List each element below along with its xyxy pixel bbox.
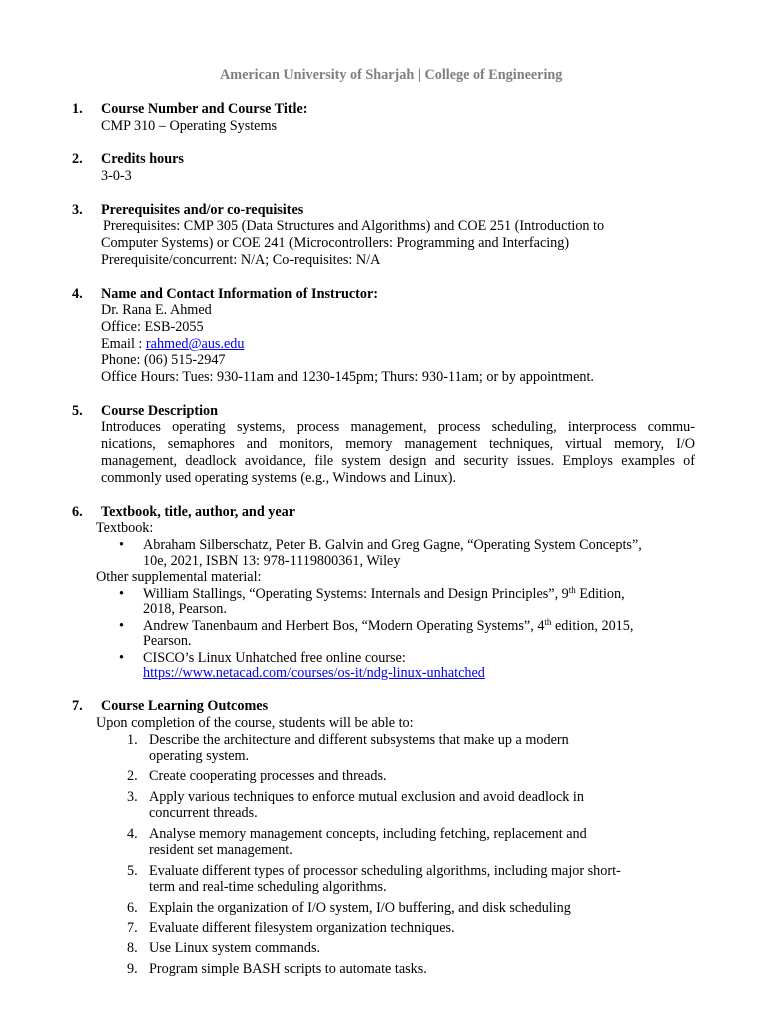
- outcome-text: Create cooperating processes and threads.: [149, 768, 387, 784]
- section-heading: Textbook, title, author, and year: [101, 504, 296, 520]
- entry-text: edition, 2015,: [551, 618, 634, 634]
- entry-text: Andrew Tanenbaum and Herbert Bos, “Modern Operating Systems”, 4: [143, 618, 545, 634]
- outcome-number: 9.: [127, 961, 138, 977]
- email-label: Email :: [101, 336, 146, 352]
- prerequisites-line: Computer Systems) or COE 241 (Microcontrollers: Programming and Interfacing): [101, 235, 570, 251]
- instructor-office: Office: ESB-2055: [101, 319, 204, 335]
- superscript: th: [544, 617, 552, 627]
- outcome-text: operating system.: [149, 748, 250, 764]
- outcome-text: term and real-time scheduling algorithms.: [149, 879, 387, 895]
- supplemental-entry: CISCO’s Linux Unhatched free online course:: [143, 650, 406, 666]
- outcomes-intro: Upon completion of the course, students will be able to:: [96, 715, 414, 731]
- bullet-icon: •: [119, 586, 124, 602]
- section-number: 4.: [72, 286, 83, 302]
- section-number: 3.: [72, 202, 83, 218]
- outcome-text: Describe the architecture and different subsystems that make up a modern: [149, 732, 569, 748]
- description-line: management, deadlock avoidance, file system design and security issues. Employs examples of: [101, 453, 695, 469]
- outcome-number: 2.: [127, 768, 138, 784]
- outcome-text: Apply various techniques to enforce mutual exclusion and avoid deadlock in: [149, 789, 584, 805]
- section-number: 6.: [72, 504, 83, 520]
- section-number: 5.: [72, 403, 83, 419]
- supplemental-entry: Pearson.: [143, 633, 192, 649]
- section-number: 1.: [72, 101, 83, 117]
- instructor-email-row: [101, 336, 244, 353]
- outcome-text: resident set management.: [149, 842, 293, 858]
- textbook-label: Textbook:: [96, 520, 154, 536]
- textbook-entry: Abraham Silberschatz, Peter B. Galvin and Greg Gagne, “Operating System Concepts”,: [143, 537, 642, 553]
- supplemental-entry: 2018, Pearson.: [143, 601, 227, 617]
- section-heading: Name and Contact Information of Instructor:: [101, 286, 379, 302]
- instructor-name: Dr. Rana E. Ahmed: [101, 302, 212, 318]
- prerequisites-line: Prerequisites: CMP 305 (Data Structures and Algorithms) and COE 251 (Introduction to: [103, 218, 605, 234]
- bullet-icon: •: [119, 537, 124, 553]
- outcome-text: Evaluate different filesystem organization techniques.: [149, 920, 455, 936]
- section-heading: Credits hours: [101, 151, 184, 167]
- superscript: th: [568, 585, 576, 595]
- bullet-icon: •: [119, 618, 124, 634]
- outcome-text: concurrent threads.: [149, 805, 258, 821]
- corequisites-line: Prerequisite/concurrent: N/A; Co-requisites: N/A: [101, 252, 381, 268]
- outcome-text: Evaluate different types of processor scheduling algorithms, including major short-: [149, 863, 621, 879]
- outcome-number: 5.: [127, 863, 138, 879]
- outcome-number: 8.: [127, 940, 138, 956]
- outcome-text: Program simple BASH scripts to automate tasks.: [149, 961, 427, 977]
- credits-value: 3-0-3: [101, 168, 132, 184]
- outcome-number: 1.: [127, 732, 138, 748]
- supplemental-entry: [143, 618, 633, 635]
- section-heading: Course Description: [101, 403, 219, 419]
- description-line: Introduces operating systems, process management, process scheduling, interprocess commu-: [101, 419, 695, 435]
- section-heading: Prerequisites and/or co-requisites: [101, 202, 304, 218]
- outcome-number: 7.: [127, 920, 138, 936]
- page-header: American University of Sharjah | College of Engineering: [220, 67, 563, 83]
- email-link[interactable]: rahmed@aus.edu: [145, 336, 245, 352]
- entry-text: Edition,: [575, 586, 625, 602]
- outcome-text: Use Linux system commands.: [149, 940, 321, 956]
- textbook-entry: 10e, 2021, ISBN 13: 978-1119800361, Wiley: [143, 553, 401, 569]
- description-line: commonly used operating systems (e.g., Windows and Linux).: [101, 470, 456, 486]
- outcome-number: 6.: [127, 900, 138, 916]
- course-title: CMP 310 – Operating Systems: [101, 118, 278, 134]
- section-number: 2.: [72, 151, 83, 167]
- instructor-phone: Phone: (06) 515-2947: [101, 352, 226, 368]
- course-link[interactable]: https://www.netacad.com/courses/os-it/ndg-linux-unhatched: [143, 665, 485, 681]
- instructor-office-hours: Office Hours: Tues: 930-11am and 1230-145pm; Thurs: 930-11am; or by appointment.: [101, 369, 594, 385]
- section-heading: Course Learning Outcomes: [101, 698, 269, 714]
- outcome-text: Analyse memory management concepts, including fetching, replacement and: [149, 826, 587, 842]
- outcome-number: 4.: [127, 826, 138, 842]
- description-line: nications, semaphores and monitors, memory management techniques, virtual memory, I/O: [101, 436, 695, 452]
- supplemental-label: Other supplemental material:: [96, 569, 262, 585]
- section-heading: Course Number and Course Title:: [101, 101, 308, 117]
- outcome-text: Explain the organization of I/O system, I/O buffering, and disk scheduling: [149, 900, 571, 916]
- section-number: 7.: [72, 698, 83, 714]
- entry-text: William Stallings, “Operating Systems: Internals and Design Principles”, 9: [143, 586, 569, 602]
- bullet-icon: •: [119, 650, 124, 666]
- outcome-number: 3.: [127, 789, 138, 805]
